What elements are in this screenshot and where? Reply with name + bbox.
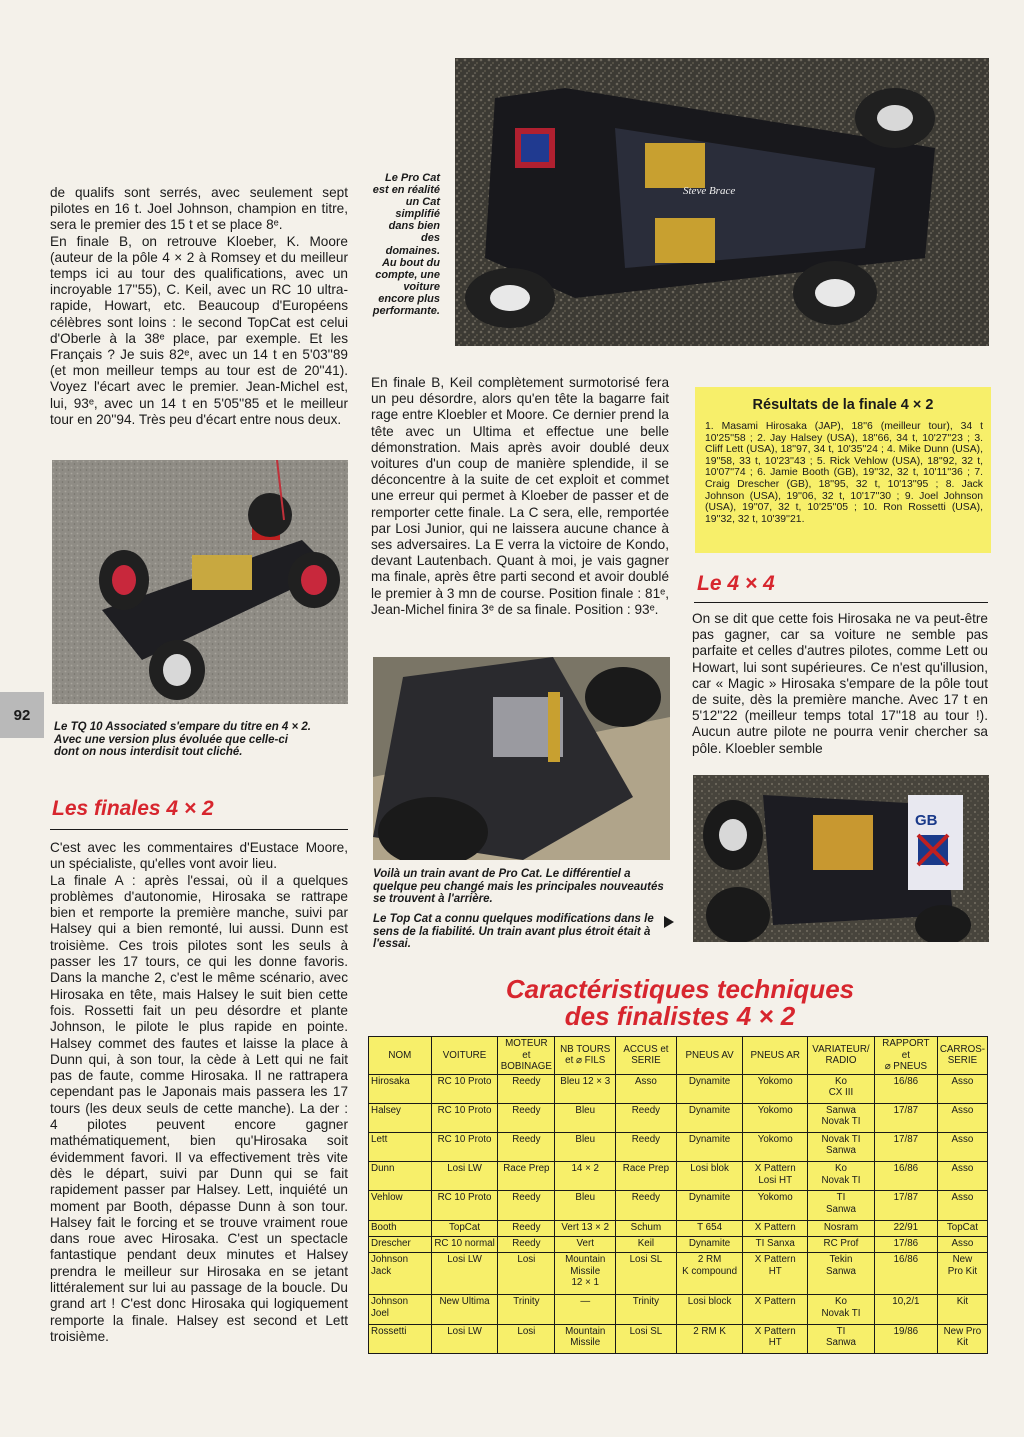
spec-header-cell: RAPPORT et ⌀ PNEUS <box>874 1037 937 1075</box>
table-cell: X Pattern HT <box>743 1253 808 1295</box>
finales-paragraph-2: La finale A : après l'essai, où il a quelques problèmes d'autonomie, Hirosaka se rattrape bien et remporte la première manche, suivi par Halsey qui a bien remonté, lui aussi. Dunn est troisième. Ces trois pilotes sont les seuls à passer les 17 tours, ce qui les donne favoris. Dans la manche 2, c'est le même scénario, avec Hirosaka en tête, mais Halsey le suit bien cette fois. Rossetti fait un peu désordre et plante Johnson, le pilote le plus rapide en pointe. Halsey commet des fautes et laisse la place à Dunn qui, à son tour, la cède à Lett qui ne fait pas de faute, comme Hirosaka. Il ne rattrapera cependant pas le Japonais mais passera les 17 tours (les deux seuls de cette manche). La der : 4 pilotes peuvent encore gagner mathématiquement, bien qu'Hirosaka soit évidemment favori. Il va effectivement très vite dès le départ, suivi par Dunn qui se fait rapidement passer par Halsey. Lett, inquiété un moment par Booth, dépasse Dunn à son tour. Halsey fait le forcing et se trouve vraiment roue dans roue avec Hirosaka. C'est un spectacle fantastique pendant deux minutes et Halsey prendra le meilleur sur Hirosaka en se jetant littéralement sur lui au passage de la boucle. Du grand art ! C'est donc Hirosaka qui logiquement remporte la finale. Halsey est second et Lett troisième. <box>50 872 348 1344</box>
table-cell: Reedy <box>616 1191 677 1220</box>
table-cell: RC Prof <box>808 1236 875 1252</box>
table-row <box>369 1236 988 1252</box>
page-number: 92 <box>0 692 44 738</box>
table-cell: Asso <box>937 1132 987 1161</box>
spec-header-cell: PNEUS AR <box>743 1037 808 1075</box>
table-cell: X Pattern HT <box>743 1324 808 1353</box>
results-text: 1. Masami Hirosaka (JAP), 18''6 (meilleur tour), 34 t 10'25''58 ; 2. Jay Halsey (USA), 18''66, 34 t, 10'27''23 ; 3. Cliff Lett (USA), 18''97, 34 t, 10'35''24 ; 4. Mike Dunn (USA), 19''58, 33 t, 10'23''43 ; 5. Rick Vehlow (USA), 18''92, 32 t, 10'07''74 ; 6. Jamie Booth (GB), 19''32, 32 t, 10'11''36 ; 7. Craig Drescher (GB), 18''95, 32 t, 10'13''95 ; 8. Jack Johnson (USA), 19''06, 32 t, 10'17''30 ; 9. Joel Johnson (USA), 19''07, 32 t, 10'25''05 ; 10. Ron Rossetti (USA), 19''32, 32 t, 10'39''21. <box>705 421 983 525</box>
table-row <box>369 1324 988 1353</box>
table-cell: Johnson Jack <box>369 1253 432 1295</box>
heading-4x4: Le 4 × 4 <box>697 572 775 595</box>
table-cell: Losi blok <box>676 1162 743 1191</box>
results-box <box>695 387 991 553</box>
table-cell: 2 RM K compound <box>676 1253 743 1295</box>
table-cell: X Pattern <box>743 1295 808 1324</box>
table-cell: Johnson Joel <box>369 1295 432 1324</box>
results-title: Résultats de la finale 4 × 2 <box>752 397 934 413</box>
table-row <box>369 1162 988 1191</box>
table-row <box>369 1295 988 1324</box>
table-cell: New Ultima <box>431 1295 498 1324</box>
table-cell: RC 10 Proto <box>431 1191 498 1220</box>
table-cell: Reedy <box>498 1103 555 1132</box>
table-cell: Lett <box>369 1132 432 1161</box>
table-cell: Reedy <box>498 1236 555 1252</box>
table-cell: X Pattern Losi HT <box>743 1162 808 1191</box>
intro-paragraph-2: En finale B, on retrouve Kloeber, K. Moore (auteur de la pôle 4 × 2 à Romsey et du meilleur temps ici au tour des qualifications, avec un incroyable 17''55), C. Keil, avec un RC 10 ultra-rapide, Howart, etc. Beaucoup d'Européens célèbres sont loins : le second TopCat est celui d'Oberle à la 38ᵉ place, par exemple. Et les Français ? Je suis 82ᵉ, avec un 14 t en 5'03''89 (et mon meilleur temps au tour est de 20''41). Voyez l'écart avec le premier. Jean-Michel est, lui, 93ᵉ, avec un 14 t en 5'05''85 et le meilleur tour en 20''94. Très peu d'écart entre nous deux. <box>50 233 348 427</box>
table-cell: 10,2/1 <box>874 1295 937 1324</box>
heading-finales: Les finales 4 × 2 <box>52 797 214 820</box>
table-cell: Losi LW <box>431 1324 498 1353</box>
table-cell: RC 10 Proto <box>431 1132 498 1161</box>
table-cell: Yokomo <box>743 1074 808 1103</box>
photo-top-cat <box>693 775 989 942</box>
spec-header-cell: NB TOURS et ⌀ FILS <box>555 1037 616 1075</box>
table-cell: Bleu <box>555 1132 616 1161</box>
table-cell: Losi LW <box>431 1253 498 1295</box>
table-cell: Losi <box>498 1253 555 1295</box>
table-row <box>369 1103 988 1132</box>
spec-header-cell: VARIATEUR/ RADIO <box>808 1037 875 1075</box>
table-cell: Halsey <box>369 1103 432 1132</box>
table-cell: Asso <box>937 1162 987 1191</box>
table-cell: T 654 <box>676 1220 743 1236</box>
table-cell: Bleu 12 × 3 <box>555 1074 616 1103</box>
table-cell: Reedy <box>498 1074 555 1103</box>
spec-title-line-1: Caractéristiques techniques <box>505 974 855 1004</box>
left-intro-text <box>50 185 348 428</box>
table-cell: Rossetti <box>369 1324 432 1353</box>
rule-4x4 <box>694 602 988 603</box>
table-cell: RC 10 normal <box>431 1236 498 1252</box>
table-cell: TI Sanxa <box>743 1236 808 1252</box>
table-row <box>369 1253 988 1295</box>
table-cell: Trinity <box>616 1295 677 1324</box>
table-cell: New Pro Kit <box>937 1253 987 1295</box>
table-cell: Losi SL <box>616 1324 677 1353</box>
table-cell: Dynamite <box>676 1191 743 1220</box>
table-cell: 17/87 <box>874 1132 937 1161</box>
table-cell: 16/86 <box>874 1074 937 1103</box>
table-cell: Dynamite <box>676 1236 743 1252</box>
table-cell: Reedy <box>498 1220 555 1236</box>
table-cell: Asso <box>937 1103 987 1132</box>
photo-pro-cat <box>455 58 989 346</box>
photo-tq10 <box>52 460 348 704</box>
spec-header-cell: MOTEUR et BOBINAGE <box>498 1037 555 1075</box>
table-cell: Asso <box>616 1074 677 1103</box>
finale-b-text: En finale B, Keil complètement surmotorisé fera un peu désordre, alors qu'en tête la bagarre fait rage entre Kloebler et Moore. Ce dernier prend la tête avec un Ultima et effectue une belle démonstration. Mais après avoir doublé deux voitures d'un coup de manière splendide, il se déconcentre à la suite de cet exploit et commet une erreur qui permet à Kloeber de passer et de remporter cette finale. La C sera, elle, remportée par Losi Junior, qui ne laissera aucune chance à ses adversaires. La E verra la victoire de Kondo, devant Lautenbach. Quant à moi, je vais gagner ma finale, après être parti second et avoir doublé le premier à 3 mn de course. Position finale : 81ᵉ, Jean-Michel finira 3ᵉ de sa finale. Position : 93ᵉ. <box>371 375 669 617</box>
table-cell: Vert 13 × 2 <box>555 1220 616 1236</box>
table-row <box>369 1074 988 1103</box>
table-cell: Hirosaka <box>369 1074 432 1103</box>
table-cell: Keil <box>616 1236 677 1252</box>
spec-title-line-2: des finalistes 4 × 2 <box>564 1001 796 1031</box>
table-cell: Drescher <box>369 1236 432 1252</box>
table-cell: Losi LW <box>431 1162 498 1191</box>
table-cell: Novak TI Sanwa <box>808 1132 875 1161</box>
finales-text <box>50 840 348 1345</box>
table-cell: TI Sanwa <box>808 1324 875 1353</box>
table-row <box>369 1220 988 1236</box>
table-cell: Vehlow <box>369 1191 432 1220</box>
table-cell: Yokomo <box>743 1103 808 1132</box>
table-cell: 22/91 <box>874 1220 937 1236</box>
table-cell: RC 10 Proto <box>431 1074 498 1103</box>
table-cell: 17/87 <box>874 1191 937 1220</box>
table-cell: 17/87 <box>874 1103 937 1132</box>
table-cell: Dynamite <box>676 1132 743 1161</box>
table-cell: Schum <box>616 1220 677 1236</box>
table-cell: Ko Novak TI <box>808 1162 875 1191</box>
table-cell: Asso <box>937 1191 987 1220</box>
table-cell: Vert <box>555 1236 616 1252</box>
table-cell: Mountain Missile <box>555 1324 616 1353</box>
top-cat-sticker-text: GB <box>915 812 938 829</box>
photo-train-avant <box>373 657 670 860</box>
table-cell: Ko Novak TI <box>808 1295 875 1324</box>
table-cell: Trinity <box>498 1295 555 1324</box>
table-cell: Race Prep <box>498 1162 555 1191</box>
table-cell: Reedy <box>616 1103 677 1132</box>
table-cell: TopCat <box>431 1220 498 1236</box>
caption-top-cat: Le Top Cat a connu quelques modifications dans le sens de la fiabilité. Un train avant plus étroit était à l'essai. <box>373 913 654 950</box>
pro-cat-sticker-text: Steve Brace <box>683 185 736 197</box>
table-cell: Losi block <box>676 1295 743 1324</box>
table-cell: X Pattern <box>743 1220 808 1236</box>
spec-header-cell: PNEUS AV <box>676 1037 743 1075</box>
table-cell: Nosram <box>808 1220 875 1236</box>
table-cell: Bleu <box>555 1191 616 1220</box>
finales-paragraph-1: C'est avec les commentaires d'Eustace Moore, un spécialiste, qu'elles vont avoir lieu. <box>50 840 348 872</box>
table-cell: Tekin Sanwa <box>808 1253 875 1295</box>
table-cell: 19/86 <box>874 1324 937 1353</box>
table-cell: 14 × 2 <box>555 1162 616 1191</box>
rule-finales <box>50 829 348 830</box>
table-cell: Dunn <box>369 1162 432 1191</box>
table-cell: Reedy <box>616 1132 677 1161</box>
table-cell: 2 RM K <box>676 1324 743 1353</box>
spec-header-cell: ACCUS et SERIE <box>616 1037 677 1075</box>
spec-header-cell: CARROS- SERIE <box>937 1037 987 1075</box>
table-cell: Yokomo <box>743 1191 808 1220</box>
table-row <box>369 1132 988 1161</box>
table-cell: TI Sanwa <box>808 1191 875 1220</box>
table-row <box>369 1191 988 1220</box>
intro-paragraph-1: de qualifs sont serrés, avec seulement sept pilotes en 16 t. Joel Johnson, champion en titre, sera le premier des 15 t et se place 8ᵉ. <box>50 185 348 233</box>
table-cell: Sanwa Novak TI <box>808 1103 875 1132</box>
four-by-four-text: On se dit que cette fois Hirosaka ne va peut-être pas gagner, car sa voiture ne semble pas parfaite et celles d'autres pilotes, comme Lett ou Howart, lui sont supérieures. Ce n'est qu'illusion, car « Magic » Hirosaka s'empare de la pôle tout de suite, dès la première manche. Avec 17 t en 5'12''22 (meilleur temps total 17''18 au tour !). Aucun autre pilote ne pourra venir chercher sa pôle. Kloebler semble <box>692 611 988 756</box>
table-cell: New Pro Kit <box>937 1324 987 1353</box>
spec-header-cell: NOM <box>369 1037 432 1075</box>
table-cell: Losi <box>498 1324 555 1353</box>
table-cell: Booth <box>369 1220 432 1236</box>
caption-tq10: Le TQ 10 Associated s'empare du titre en 4 × 2. Avec une version plus évoluée que celle-ci dont on nous interdisit tout cliché. <box>54 721 312 758</box>
table-cell: Mountain Missile 12 × 1 <box>555 1253 616 1295</box>
table-cell: Ko CX III <box>808 1074 875 1103</box>
table-cell: 16/86 <box>874 1253 937 1295</box>
table-cell: Reedy <box>498 1191 555 1220</box>
table-cell: 17/86 <box>874 1236 937 1252</box>
table-cell: Losi SL <box>616 1253 677 1295</box>
table-cell: Asso <box>937 1236 987 1252</box>
table-cell: 16/86 <box>874 1162 937 1191</box>
table-cell: Dynamite <box>676 1074 743 1103</box>
table-cell: Reedy <box>498 1132 555 1161</box>
table-cell: Dynamite <box>676 1103 743 1132</box>
table-cell: Bleu <box>555 1103 616 1132</box>
table-cell: Yokomo <box>743 1132 808 1161</box>
table-cell: Asso <box>937 1074 987 1103</box>
spec-table-header-row <box>369 1037 988 1075</box>
spec-header-cell: VOITURE <box>431 1037 498 1075</box>
table-cell: Race Prep <box>616 1162 677 1191</box>
arrow-pointer-icon <box>664 916 674 928</box>
table-cell: Kit <box>937 1295 987 1324</box>
table-cell: — <box>555 1295 616 1324</box>
table-cell: TopCat <box>937 1220 987 1236</box>
caption-pro-cat: Le Pro Cat est en réalité un Cat simplifié dans bien des domaines. Au bout du compte, une voiture encore plus performante. <box>372 172 440 318</box>
caption-train-avant: Voilà un train avant de Pro Cat. Le différentiel a quelque peu changé mais les principales nouveautés se trouvent à l'arrière. <box>373 868 664 905</box>
spec-table <box>368 1036 988 1354</box>
table-cell: RC 10 Proto <box>431 1103 498 1132</box>
